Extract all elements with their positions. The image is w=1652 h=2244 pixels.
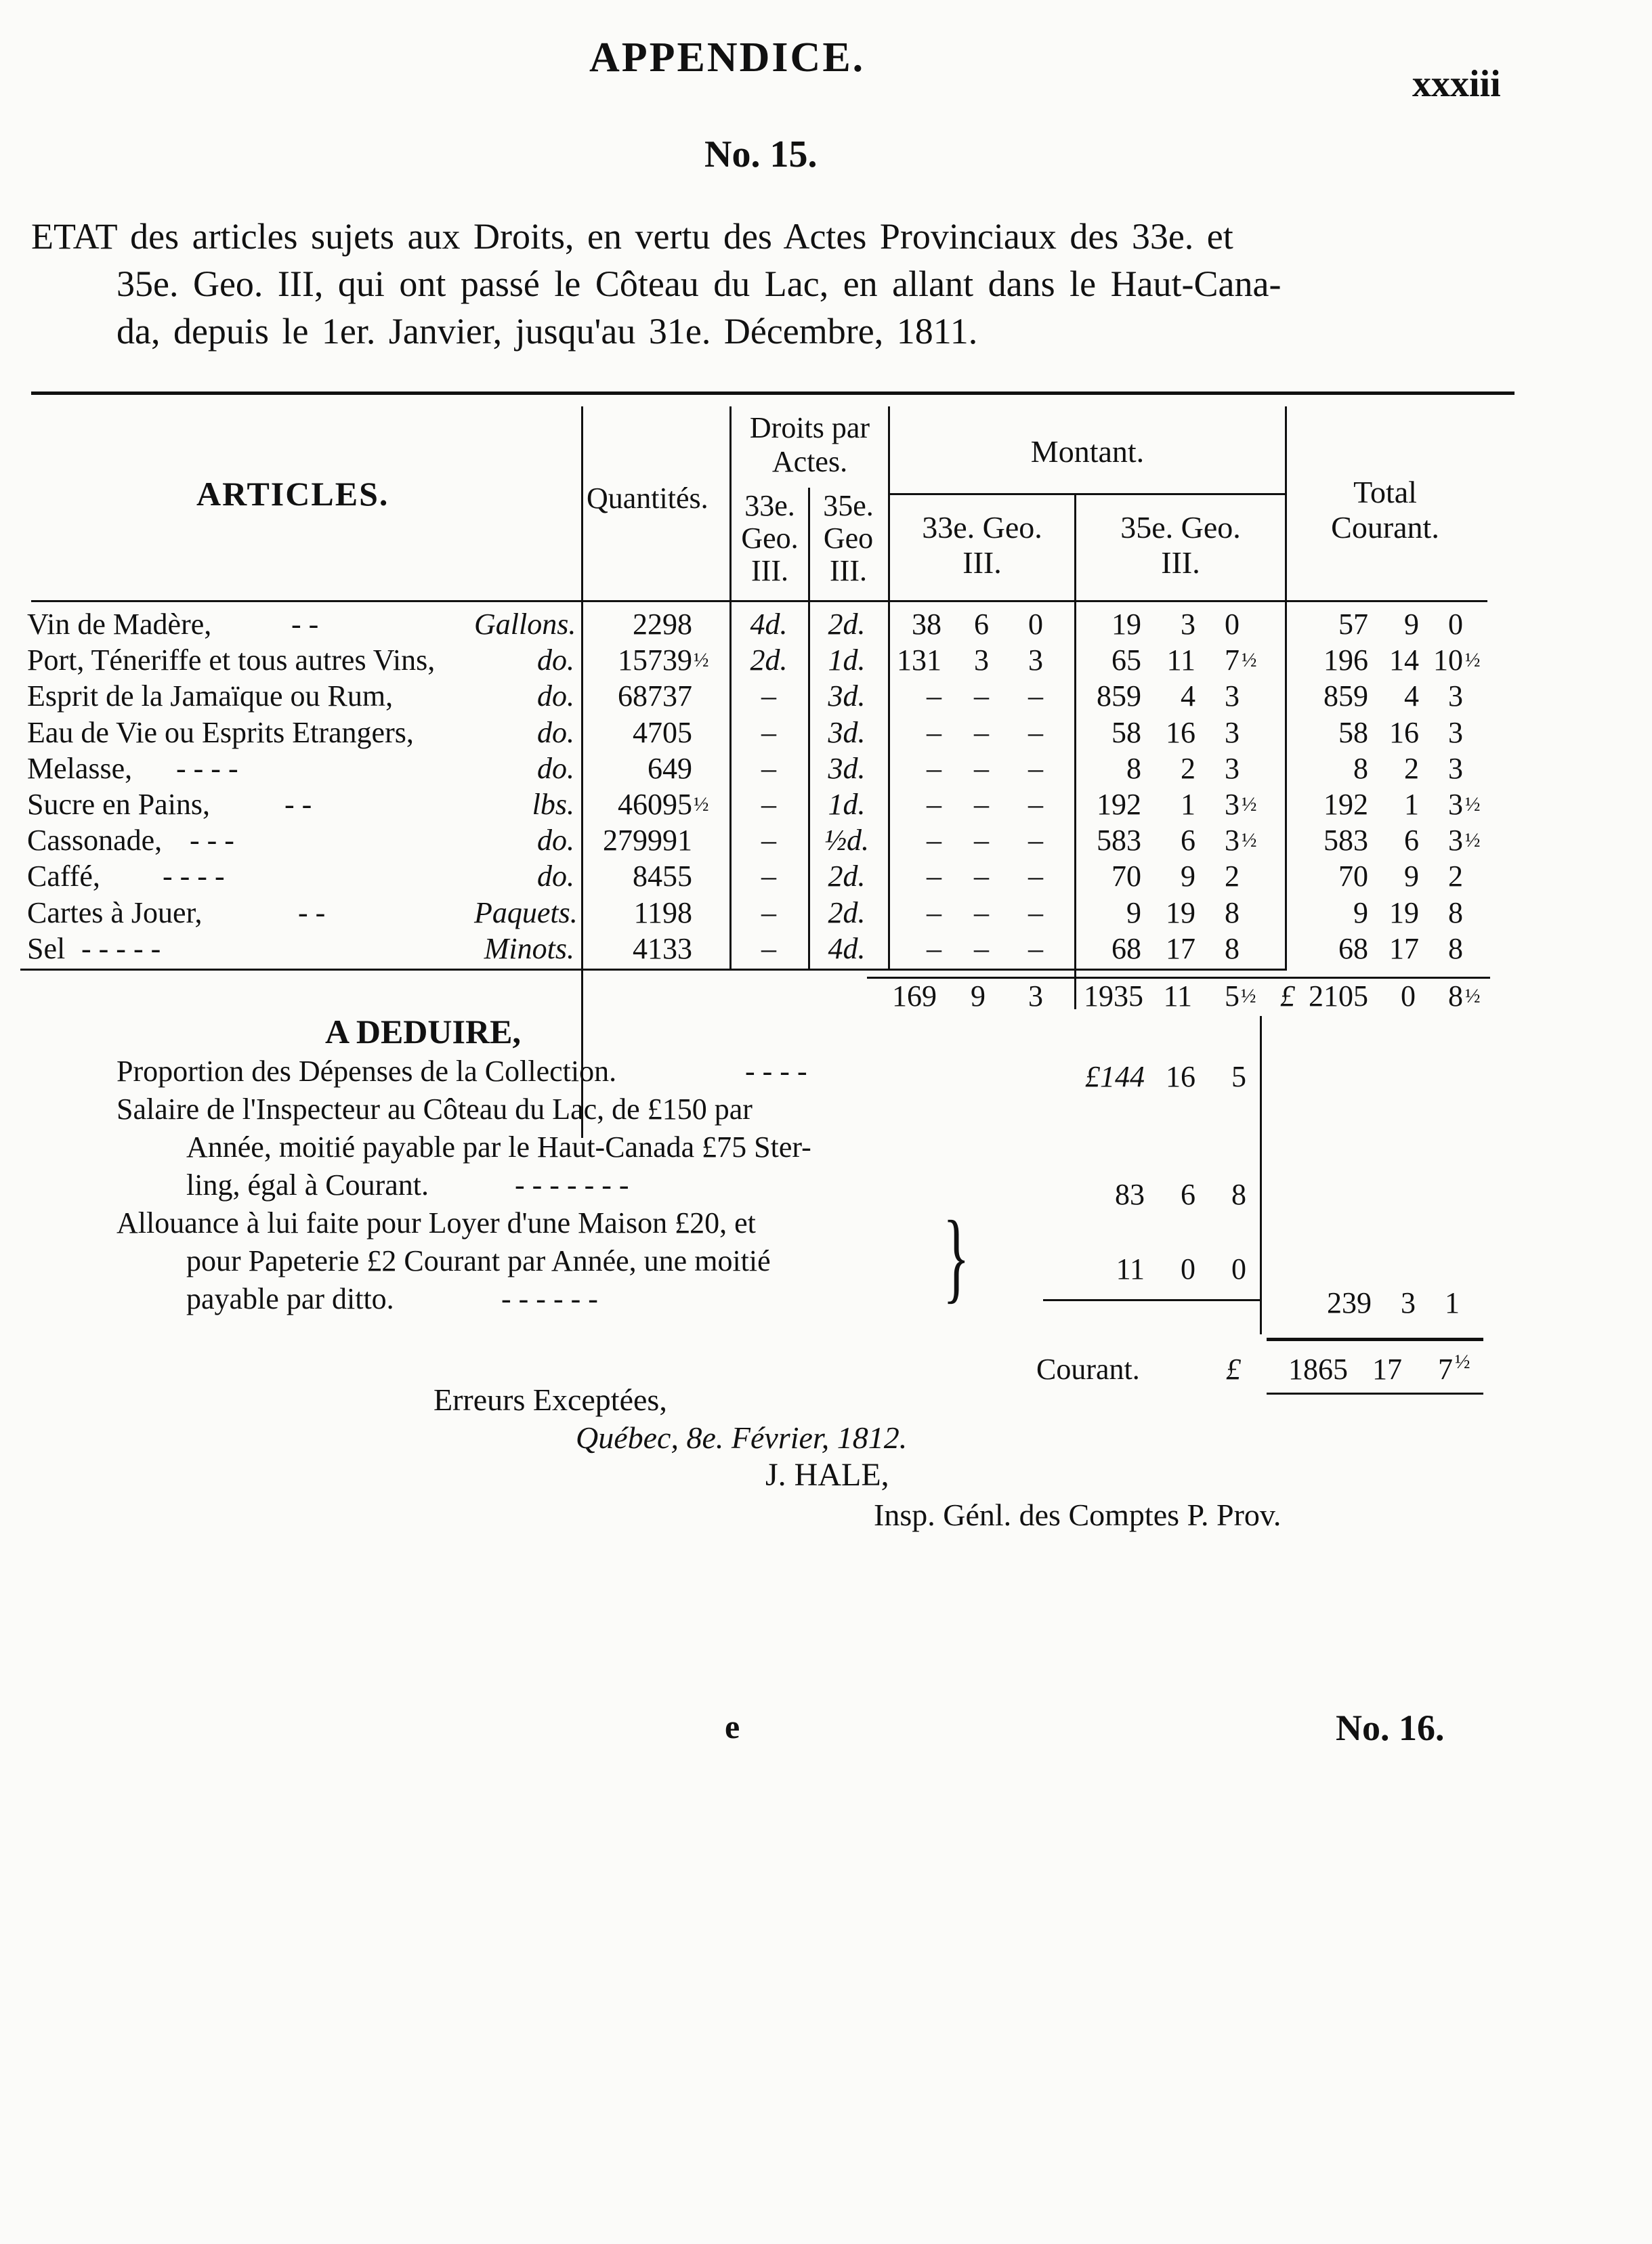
article-dashes: - -	[284, 788, 312, 821]
table-row	[0, 786, 1652, 823]
amount-33-shillings: –	[974, 860, 989, 893]
article-name: Eau de Vie ou Esprits Etrangers,	[27, 715, 414, 749]
deduction-3-dashes: - - - - - -	[501, 1282, 598, 1315]
article-unit: do.	[537, 715, 574, 749]
total-35-fraction: ½	[1241, 985, 1256, 1007]
final-bottom-rule	[1267, 1393, 1483, 1395]
total-shillings: 1	[1404, 788, 1419, 821]
final-pound-sign: £	[1226, 1353, 1241, 1386]
article-dashes: - -	[298, 895, 326, 929]
amount-33-pence: 3	[1028, 643, 1043, 677]
total-pence: 3	[1448, 824, 1463, 858]
amount-33-pounds: –	[927, 751, 941, 785]
total-shillings: 4	[1404, 679, 1419, 713]
article-name: Caffé,	[27, 860, 100, 893]
quantity: 68737	[618, 679, 692, 713]
grand-total-pounds: 2105	[1309, 979, 1368, 1013]
duty-35: ½d.	[824, 824, 869, 858]
amount-35-pence: 0	[1225, 608, 1240, 641]
quantity: 8455	[633, 860, 692, 893]
article-name: Vin de Madère,	[27, 608, 212, 641]
total-pounds: 68	[1338, 931, 1368, 965]
page-title: APPENDICE.	[589, 35, 866, 81]
header-droits-33-l3: III.	[751, 554, 788, 587]
deduction-3-pounds: 11	[1116, 1252, 1145, 1286]
header-quantites: Quantités.	[587, 482, 708, 515]
total-shillings: 6	[1404, 824, 1419, 858]
amount-33-pence: –	[1028, 679, 1043, 713]
amount-35-shillings: 2	[1181, 751, 1195, 785]
amount-33-pounds: –	[927, 715, 941, 749]
total-shillings: 16	[1389, 715, 1419, 749]
duty-35: 2d.	[828, 608, 866, 641]
article-unit: do.	[537, 860, 574, 893]
total-pound-sign: £	[1280, 979, 1295, 1013]
quantity: 4705	[633, 715, 692, 749]
duty-33: –	[761, 679, 776, 713]
table-row	[0, 895, 1652, 931]
header-droits-33-l1: 33e.	[744, 489, 795, 522]
amount-35-shillings: 1	[1181, 788, 1195, 821]
deduction-2-pence: 8	[1231, 1178, 1246, 1211]
deduction-2-line1: Salaire de l'Inspecteur au Côteau du Lac, de £150 par	[117, 1093, 753, 1126]
total-33-pence: 3	[1028, 979, 1043, 1013]
quantity: 279991	[603, 824, 692, 858]
signer-title: Insp. Génl. des Comptes P. Prov.	[874, 1498, 1282, 1532]
amount-35-shillings: 19	[1166, 895, 1195, 929]
intro-line-3: da, depuis le 1er. Janvier, jusqu'au 31e. Décembre, 1811.	[117, 311, 978, 352]
amount-33-shillings: –	[974, 715, 989, 749]
total-33-pounds: 169	[892, 979, 937, 1013]
deductions-total-shillings: 3	[1401, 1286, 1416, 1319]
header-droits-line2: Actes.	[771, 445, 848, 478]
deduction-3-pence: 0	[1231, 1252, 1246, 1286]
article-unit: do.	[537, 643, 574, 677]
total-shillings: 9	[1404, 860, 1419, 893]
amount-35-shillings: 6	[1181, 824, 1195, 858]
amount-33-pounds: –	[927, 679, 941, 713]
document-number: No. 15.	[704, 133, 818, 175]
amount-33-pence: –	[1028, 860, 1043, 893]
curly-brace: }	[943, 1200, 970, 1313]
duty-35: 3d.	[828, 751, 866, 785]
total-shillings: 14	[1389, 643, 1419, 677]
final-fraction: ½	[1455, 1351, 1470, 1373]
rows-bottom-rule	[20, 969, 1287, 971]
deduction-2-line3: ling, égal à Courant.	[186, 1168, 429, 1202]
amount-33-pounds: –	[927, 824, 941, 858]
amount-35-fraction: ½	[1242, 649, 1257, 672]
total-pence: 8	[1448, 895, 1463, 929]
duty-35: 2d.	[828, 895, 866, 929]
duty-35: 3d.	[828, 715, 866, 749]
amount-33-shillings: –	[974, 895, 989, 929]
header-droits-35-l1: 35e.	[823, 489, 874, 522]
amount-35-pounds: 68	[1111, 931, 1141, 965]
final-label: Courant.	[1036, 1353, 1140, 1386]
header-droits-line1: Droits par	[749, 411, 870, 444]
duty-33: –	[761, 824, 776, 858]
amount-33-pounds: –	[927, 931, 941, 965]
amount-35-pence: 7	[1225, 643, 1240, 677]
next-document-number: No. 16.	[1336, 1708, 1445, 1748]
amount-35-pence: 8	[1225, 931, 1240, 965]
deduction-1-pence: 5	[1231, 1060, 1246, 1093]
article-dashes: - -	[291, 608, 319, 641]
article-name: Cassonade,	[27, 824, 163, 858]
total-pence: 2	[1448, 860, 1463, 893]
total-pounds: 70	[1338, 860, 1368, 893]
table-row	[0, 931, 1652, 967]
amount-33-pounds: 131	[897, 643, 941, 677]
quantity: 1198	[633, 895, 692, 929]
duty-35: 1d.	[828, 643, 866, 677]
grand-total-pence: 8	[1448, 979, 1463, 1013]
header-bottom-rule	[31, 600, 1487, 602]
article-unit: Paquets.	[474, 895, 578, 929]
amount-33-shillings: 6	[974, 608, 989, 641]
amount-35-pounds: 70	[1111, 860, 1141, 893]
total-pounds: 57	[1338, 608, 1368, 641]
duty-33: –	[761, 860, 776, 893]
total-pence: 3	[1448, 715, 1463, 749]
amount-35-pounds: 9	[1126, 895, 1141, 929]
header-montant-33-l2: III.	[962, 545, 1002, 580]
quantity-fraction: ½	[694, 793, 709, 816]
deduction-2-shillings: 6	[1181, 1178, 1195, 1211]
article-name: Sel	[27, 931, 66, 965]
amount-33-shillings: 3	[974, 643, 989, 677]
total-fraction: ½	[1465, 793, 1481, 816]
deductions-total-pounds: 239	[1327, 1286, 1372, 1319]
amount-35-pounds: 583	[1097, 824, 1141, 858]
amount-35-shillings: 3	[1181, 608, 1195, 641]
grand-total-fraction: ½	[1465, 985, 1481, 1007]
total-pounds: 192	[1323, 788, 1368, 821]
article-dashes: - - - - -	[81, 931, 161, 965]
amount-35-pounds: 58	[1111, 715, 1141, 749]
article-dashes: - - - -	[163, 860, 225, 893]
amount-35-pence: 3	[1225, 824, 1240, 858]
amount-35-pence: 8	[1225, 895, 1240, 929]
duty-35: 1d.	[828, 788, 866, 821]
amount-33-shillings: –	[974, 931, 989, 965]
amount-35-fraction: ½	[1242, 829, 1257, 852]
final-top-rule	[1267, 1338, 1483, 1341]
table-top-rule	[31, 391, 1515, 395]
amount-35-pounds: 65	[1111, 643, 1141, 677]
deduction-1-dashes: - - - -	[745, 1055, 807, 1088]
amount-35-shillings: 4	[1181, 679, 1195, 713]
amount-35-pence: 2	[1225, 860, 1240, 893]
amount-33-pounds: –	[927, 788, 941, 821]
deduction-3-line3: payable par ditto.	[186, 1282, 394, 1315]
header-montant-35-l1: 35e. Geo.	[1120, 510, 1241, 545]
deductions-rule	[1043, 1299, 1260, 1301]
deduction-3-shillings: 0	[1181, 1252, 1195, 1286]
deduction-3-line2: pour Papeterie £2 Courant par Année, une moitié	[186, 1244, 771, 1277]
quantity-fraction: ½	[694, 649, 709, 672]
quantity: 46095	[618, 788, 692, 821]
total-pounds: 58	[1338, 715, 1368, 749]
amount-33-shillings: –	[974, 824, 989, 858]
amount-35-pounds: 859	[1097, 679, 1141, 713]
table-row	[0, 858, 1652, 895]
amount-33-shillings: –	[974, 751, 989, 785]
final-shillings: 17	[1372, 1353, 1402, 1386]
place-date: Québec, 8e. Février, 1812.	[576, 1420, 908, 1455]
article-dashes: - - - -	[176, 751, 238, 785]
article-unit: do.	[537, 679, 574, 713]
amount-33-shillings: –	[974, 679, 989, 713]
amount-33-shillings: –	[974, 788, 989, 821]
amount-33-pounds: 38	[912, 608, 941, 641]
article-unit: Gallons.	[474, 608, 576, 641]
article-name: Port, Téneriffe et tous autres Vins,	[27, 643, 436, 677]
total-fraction: ½	[1465, 829, 1481, 852]
total-pence: 10	[1433, 643, 1463, 677]
amount-35-pounds: 192	[1097, 788, 1141, 821]
amount-35-shillings: 11	[1166, 643, 1195, 677]
amount-35-fraction: ½	[1242, 793, 1257, 816]
table-row	[0, 715, 1652, 751]
amount-35-shillings: 16	[1166, 715, 1195, 749]
total-shillings: 17	[1389, 931, 1419, 965]
quantity: 4133	[633, 931, 692, 965]
deduction-1-shillings: 16	[1166, 1060, 1195, 1093]
quantity: 649	[648, 751, 692, 785]
duty-33: –	[761, 788, 776, 821]
intro-line-2: 35e. Geo. III, qui ont passé le Côteau du Lac, en allant dans le Haut-Cana-	[117, 263, 1282, 304]
total-pounds: 583	[1323, 824, 1368, 858]
amount-35-shillings: 17	[1166, 931, 1195, 965]
amount-33-pence: –	[1028, 931, 1043, 965]
header-montant-35-l2: III.	[1161, 545, 1200, 580]
header-droits-33-l2: Geo.	[741, 522, 799, 555]
duty-33: 2d.	[750, 643, 788, 677]
total-pence: 3	[1448, 751, 1463, 785]
intro-line-1: ETAT des articles sujets aux Droits, en vertu des Actes Provinciaux des 33e. et	[31, 216, 1233, 257]
header-total-l1: Total	[1353, 475, 1417, 509]
duty-33: –	[761, 895, 776, 929]
total-pounds: 9	[1353, 895, 1368, 929]
duty-33: 4d.	[750, 608, 788, 641]
deduction-1-pounds: £144	[1085, 1060, 1145, 1093]
article-name: Melasse,	[27, 751, 133, 785]
article-unit: lbs.	[532, 788, 574, 821]
amount-35-shillings: 9	[1181, 860, 1195, 893]
header-droits-35-l2: Geo	[823, 522, 874, 555]
header-droits-35-l3: III.	[830, 554, 867, 587]
deductions-heading: A DEDUIRE,	[325, 1013, 521, 1051]
amount-35-pence: 3	[1225, 715, 1240, 749]
duty-35: 2d.	[828, 860, 866, 893]
errors-excepted: Erreurs Exceptées,	[433, 1382, 667, 1417]
table-row	[0, 642, 1652, 679]
amount-35-pounds: 19	[1111, 608, 1141, 641]
rule-deductions	[1260, 1016, 1262, 1334]
header-total-l2: Courant.	[1331, 510, 1439, 545]
amount-33-pounds: –	[927, 895, 941, 929]
amount-33-pounds: –	[927, 860, 941, 893]
grand-total-shillings: 0	[1401, 979, 1416, 1013]
deduction-2-dashes: - - - - - - -	[515, 1168, 629, 1202]
amount-33-pence: –	[1028, 715, 1043, 749]
totals-row	[0, 978, 1652, 1015]
amount-35-pounds: 8	[1126, 751, 1141, 785]
table-row	[0, 606, 1652, 643]
amount-35-pence: 3	[1225, 751, 1240, 785]
deduction-3-line1: Allouance à lui faite pour Loyer d'une Maison £20, et	[117, 1206, 756, 1240]
total-pence: 8	[1448, 931, 1463, 965]
total-pence: 3	[1448, 788, 1463, 821]
duty-33: –	[761, 931, 776, 965]
total-35-shillings: 11	[1163, 979, 1192, 1013]
table-row	[0, 822, 1652, 859]
total-pence: 0	[1448, 608, 1463, 641]
signer-name: J. HALE,	[765, 1457, 889, 1493]
final-pence: 7	[1438, 1353, 1453, 1386]
total-pounds: 196	[1323, 643, 1368, 677]
page-number: xxxiii	[1412, 63, 1501, 105]
total-shillings: 2	[1404, 751, 1419, 785]
total-shillings: 9	[1404, 608, 1419, 641]
article-name: Esprit de la Jamaïque ou Rum,	[27, 679, 394, 713]
total-fraction: ½	[1465, 649, 1481, 672]
rule-montant-sub	[888, 493, 1285, 495]
quantity: 15739	[618, 643, 692, 677]
header-montant: Montant.	[1030, 434, 1145, 469]
article-unit: do.	[537, 751, 574, 785]
final-pounds: 1865	[1288, 1353, 1348, 1386]
article-dashes: - - -	[190, 824, 234, 858]
duty-33: –	[761, 715, 776, 749]
amount-33-pence: –	[1028, 751, 1043, 785]
quantity: 2298	[633, 608, 692, 641]
total-pence: 3	[1448, 679, 1463, 713]
table-row	[0, 750, 1652, 787]
amount-33-pence: –	[1028, 895, 1043, 929]
header-montant-33-l1: 33e. Geo.	[922, 510, 1042, 545]
article-name: Cartes à Jouer,	[27, 895, 203, 929]
duty-33: –	[761, 751, 776, 785]
deduction-1-text: Proportion des Dépenses de la Collection.	[117, 1055, 617, 1088]
amount-33-pence: –	[1028, 788, 1043, 821]
amount-35-pence: 3	[1225, 788, 1240, 821]
amount-35-pence: 3	[1225, 679, 1240, 713]
signature-letter: e	[725, 1708, 740, 1745]
article-unit: Minots.	[484, 931, 574, 965]
amount-33-pence: –	[1028, 824, 1043, 858]
total-35-pounds: 1935	[1084, 979, 1143, 1013]
deductions-total-pence: 1	[1445, 1286, 1460, 1319]
total-pounds: 8	[1353, 751, 1368, 785]
table-row	[0, 678, 1652, 715]
total-shillings: 19	[1389, 895, 1419, 929]
total-pounds: 859	[1323, 679, 1368, 713]
amount-33-pence: 0	[1028, 608, 1043, 641]
deduction-2-line2: Année, moitié payable par le Haut-Canada £75 Ster-	[186, 1130, 811, 1164]
article-unit: do.	[537, 824, 574, 858]
duty-35: 4d.	[828, 931, 866, 965]
total-33-shillings: 9	[971, 979, 986, 1013]
article-name: Sucre en Pains,	[27, 788, 211, 821]
header-articles: ARTICLES.	[196, 475, 389, 513]
total-35-pence: 5	[1225, 979, 1240, 1013]
deduction-2-pounds: 83	[1115, 1178, 1145, 1211]
duty-35: 3d.	[828, 679, 866, 713]
